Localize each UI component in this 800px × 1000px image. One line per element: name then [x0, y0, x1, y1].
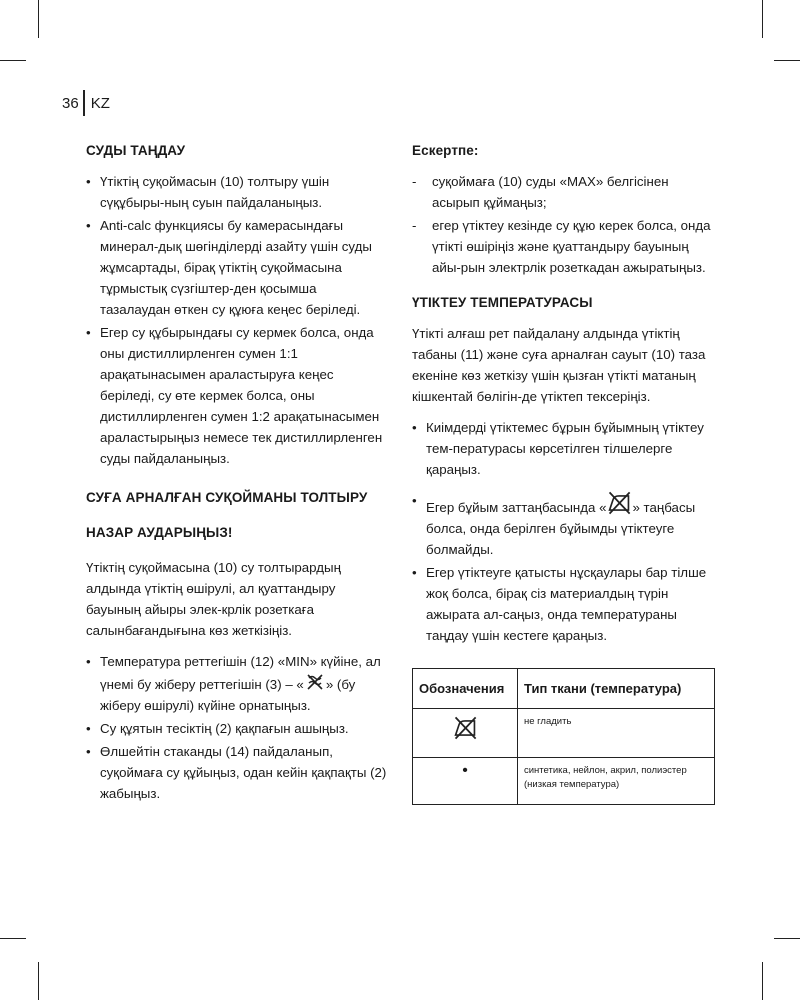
temperature-text: Үтікті алғаш рет пайдалану алдында үтіктің табаны (11) және суға арналған сауыт (10) таза екеніне көз жеткізу үшін қызған үтікті матаның кішкентай бөлігін-де үтіктеп тексеріңіз. [412, 326, 706, 404]
list-item: - егер үтіктеу кезінде су құю керек болса, онда үтікті өшіріңіз және қуаттандыру бауының айы-рын электрлік розеткадан ажыратыңыз. [412, 215, 715, 278]
table-header-row [413, 669, 715, 709]
crop-mark [774, 60, 800, 61]
list-item: • Егер су құбырындағы су кермек болса, онда оны дистиллирленген сумен 1:1 арақатынасымен араластыруға кеңес беріледі, су өте кермек болса, оны дистиллирленген сумен 1:2 арақатынасымен араластырыңыз немесе тек дистиллирленген суды пайдаланыңыз. [86, 322, 390, 469]
crop-mark [38, 962, 39, 1000]
crop-mark [0, 938, 26, 939]
list-item: • Егер үтіктеуге қатысты нұсқаулары бар тілше жоқ болса, бірақ сіз материалдың түрін ажырата ал-саңыз, онда температураны таңдау үшін кестеге қараңыз. [412, 562, 715, 646]
fabric-cell: синтетика, нейлон, акрил, полиэстер (низкая температура) [518, 758, 715, 805]
heading-water-choice: СУДЫ ТАҢДАУ [86, 143, 186, 158]
list-item [412, 490, 715, 560]
list-item-text: Температура реттегішін (12) «MIN» күйіне, ал үнемі бу жіберу реттегішін (3) – « [100, 654, 381, 692]
list-item: • Киімдерді үтіктемес бұрын бұйымның үтіктеу тем-пературасы көрсетілген тілшелерге қараңыз. [412, 417, 715, 480]
language-code: KZ [90, 94, 110, 112]
crop-mark [762, 962, 763, 1000]
crop-mark [38, 0, 39, 38]
list-item: • Anti-calc функциясы бу камерасындағы минерал-дық шөгінділерді азайту үшін суды жұмсартады, бірақ үтіктің суқоймасына тұрмыстық сүзгіштер-ден қосымша тазалаудан өткен су құюға кеңес беріледі. [86, 215, 390, 320]
page-header [62, 90, 110, 116]
list-item-text: » таңбасы болса, онда берілген бұйымды үтіктеуге болмайды. [426, 500, 696, 557]
crop-mark [0, 60, 26, 61]
note-list [412, 171, 715, 278]
no-iron-icon [606, 490, 632, 516]
fill-list [86, 651, 390, 804]
table-header: Тип ткани (температура) [518, 669, 715, 709]
heading-attention: НАЗАР АУДАРЫҢЫЗ! [86, 525, 233, 540]
header-divider [83, 90, 85, 116]
table-row [413, 758, 715, 805]
heading-ironing-temperature: ҮТІКТЕУ ТЕМПЕРАТУРАСЫ [412, 295, 593, 310]
crop-mark [762, 0, 763, 38]
list-item-text: Егер бұйым заттаңбасында « [426, 500, 607, 515]
fabric-table [412, 668, 715, 805]
list-item: • Өлшейтін стаканды (14) пайдаланып, суқоймаға су құйыңыз, одан кейін қақпақты (2) жабыңыз. [86, 741, 390, 804]
heading-note: Ескертпе: [412, 143, 479, 158]
page-number: 36 [62, 94, 79, 112]
steam-off-icon [304, 672, 326, 694]
list-item [86, 651, 390, 716]
list-item: • Үтіктің суқоймасын (10) толтыру үшін сүқұбыры-ның суын пайдаланыңыз. [86, 171, 390, 213]
symbol-cell: • [413, 758, 518, 805]
symbol-cell [413, 709, 518, 758]
fabric-cell: не гладить [518, 709, 715, 758]
crop-mark [774, 938, 800, 939]
left-column [86, 140, 390, 818]
no-iron-icon [452, 715, 478, 741]
table-row [413, 709, 715, 758]
list-item-text: » (бу жіберу өшірулі) күйіне орнатыңыз. [100, 677, 356, 713]
list-item: • Су құятын тесіктің (2) қақпағын ашыңыз. [86, 718, 390, 739]
temperature-list [412, 417, 715, 646]
table-header: Обозначения [413, 669, 518, 709]
right-column [412, 140, 715, 805]
list-item: - суқоймаға (10) суды «MAX» белгісінен асырып құймаңыз; [412, 171, 715, 213]
attention-text: Үтіктің суқоймасына (10) су толтырардың алдында үтіктің өшірулі, ал қуаттандыру бауының айыры элек-крлік розеткаға салынбағандығына көз жеткізіңіз. [86, 560, 341, 638]
heading-fill-tank: СУҒА АРНАЛҒАН СУҚОЙМАНЫ ТОЛТЫРУ [86, 490, 368, 505]
water-list [86, 171, 390, 469]
